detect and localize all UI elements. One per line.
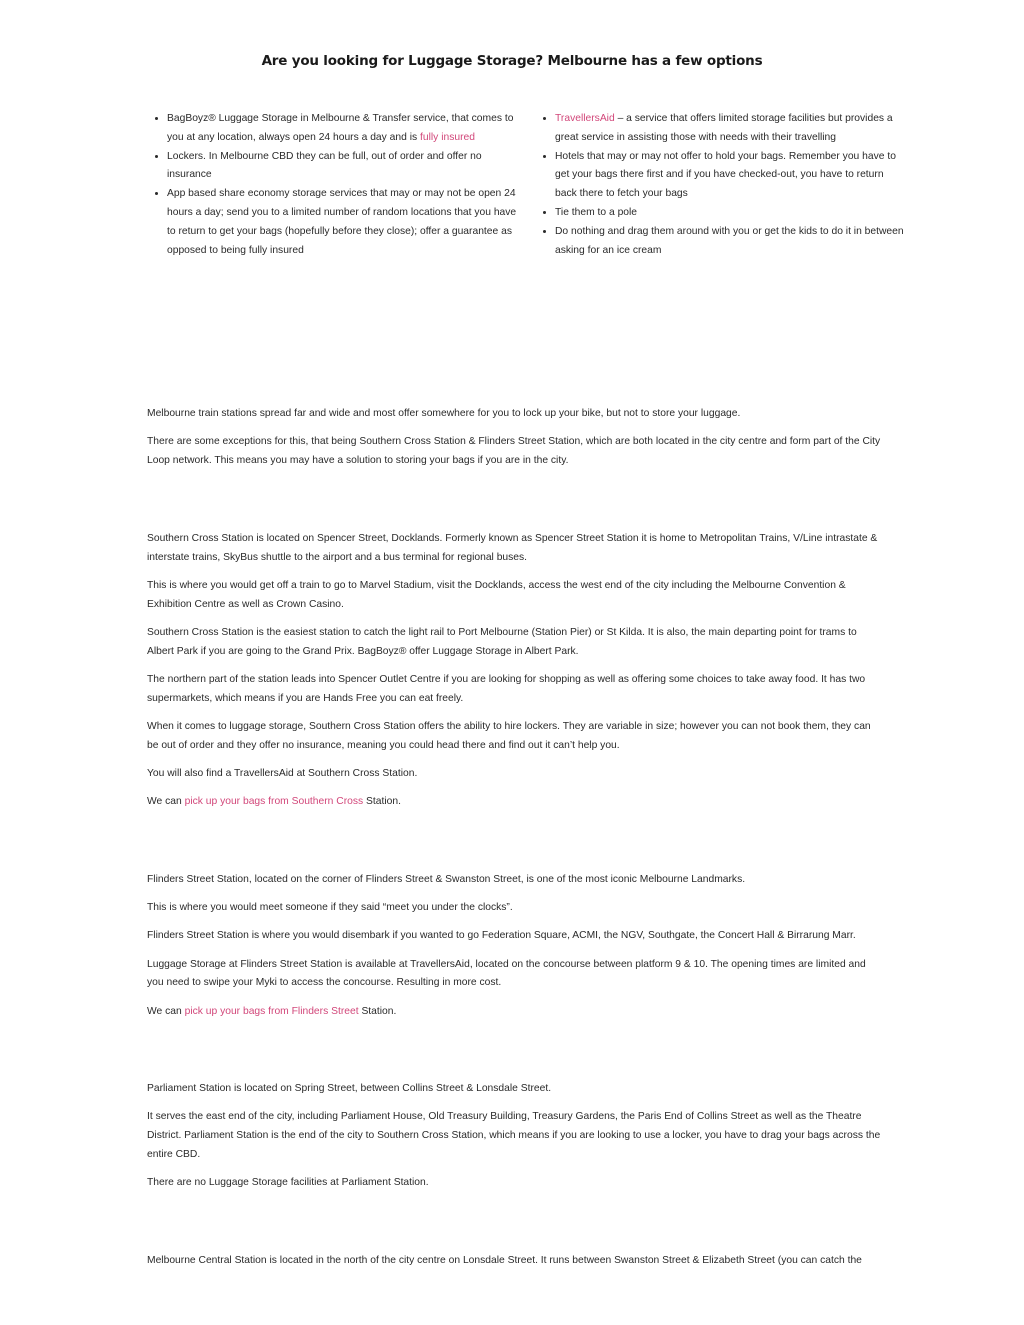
paragraph: The northern part of the station leads into Spencer Outlet Centre if you are looking for shopping as well as offering some choices to take away food. It has two supermarkets, which means if you are Hands Free you can eat freely. xyxy=(147,673,866,704)
list-item-text: BagBoyz® Luggage Storage in Melbourne & Transfer service, that comes to you at any location, always open 24 hours a day and is xyxy=(167,113,514,143)
parliament-section xyxy=(147,1080,882,1202)
cta-text: We can xyxy=(147,1005,185,1017)
paragraph: Southern Cross Station is the easiest station to catch the light rail to Port Melbourne (Station Pier) or St Kilda. It is also, the main departing point for trams to Albert Park if you are going to the Grand Prix. BagBoyz® offer Luggage Storage in Albert Park. xyxy=(147,626,857,657)
list-item-text: Hotels that may or may not offer to hold your bags. Remember you have to get your bags there first and if you have checked-out, you have to return back there to fetch your bags xyxy=(555,150,896,200)
paragraph: Southern Cross Station is located on Spencer Street, Docklands. Formerly known as Spencer Street Station it is home to Metropolitan Trains, V/Line intrastate & interstate trains, SkyBus shuttle to the airport and a bus terminal for regional buses. xyxy=(147,533,878,563)
list-item xyxy=(555,204,907,223)
list-item-text: App based share economy storage services that may or may not be open 24 hours a day; send you to a limited number of random locations that you have to return to get your bags (hopefully before they close); offer a guarantee as opposed to being fully insured xyxy=(167,188,517,256)
flinders-street-pickup-link[interactable]: pick up your bags from Flinders Street xyxy=(184,1005,359,1017)
paragraph: This is where you would get off a train to go to Marvel Stadium, visit the Docklands, access the west end of the city including the Melbourne Convention & Exhibition Centre as well as Crown Casino. xyxy=(147,579,846,610)
list-item-text: – a service that offers limited storage facilities but provides a great service in assisting those with needs with their travelling xyxy=(555,113,893,143)
list-item xyxy=(167,185,522,260)
list-item xyxy=(555,110,907,148)
list-item xyxy=(167,148,522,186)
cta-text: Station. xyxy=(358,1005,397,1017)
paragraph: There are no Luggage Storage facilities at Parliament Station. xyxy=(147,1176,429,1188)
intro-section xyxy=(147,405,882,480)
paragraph: Luggage Storage at Flinders Street Station is available at TravellersAid, located on the concourse between platform 9 & 10. The opening times are limited and you need to swipe your Myki to access the concourse. Resulting in more cost. xyxy=(147,958,866,989)
paragraph: Flinders Street Station, located on the corner of Flinders Street & Swanston Street, is one of the most iconic Melbourne Landmarks. xyxy=(147,874,746,885)
travellersaid-link[interactable]: TravellersAid xyxy=(555,113,615,124)
flinders-street-section xyxy=(147,871,882,1031)
cta-text: We can xyxy=(147,796,185,808)
list-item xyxy=(555,223,907,261)
paragraph: There are some exceptions for this, that being Southern Cross Station & Flinders Street Station, which are both located in the city centre and form part of the City Loop network. This means you may have a solution to storing your bags if you are in the city. xyxy=(147,436,881,466)
paragraph: Melbourne train stations spread far and wide and most offer somewhere for you to lock up your bike, but not to store your luggage. xyxy=(147,408,741,419)
options-list-left xyxy=(147,110,522,260)
paragraph: This is where you would meet someone if they said “meet you under the clocks”. xyxy=(147,902,513,914)
cta-paragraph xyxy=(147,1003,882,1022)
southern-cross-pickup-link[interactable]: pick up your bags from Southern Cross xyxy=(184,796,364,808)
southern-cross-section xyxy=(147,530,882,821)
cta-paragraph xyxy=(147,793,882,812)
list-item-text: Lockers. In Melbourne CBD they can be full, out of order and offer no insurance xyxy=(167,150,482,181)
list-item xyxy=(555,148,907,204)
paragraph: When it comes to luggage storage, Southern Cross Station offers the ability to hire lockers. They are variable in size; however you can not book them, they can be out of order and they offer no insurance, meaning you could head there and find out it can’t help you. xyxy=(147,720,871,751)
paragraph: Melbourne Central Station is located in the north of the city centre on Lonsdale Street. It runs between Swanston Street & Elizabeth Street (you can catch the xyxy=(147,1255,862,1266)
options-list-right xyxy=(535,110,907,260)
paragraph: You will also find a TravellersAid at Southern Cross Station. xyxy=(147,767,418,779)
melbourne-central-section xyxy=(147,1252,882,1280)
paragraph: Flinders Street Station is where you would disembark if you wanted to go Federation Square, ACMI, the NGV, Southgate, the Concert Hall & Birrarung Marr. xyxy=(147,930,856,942)
list-item xyxy=(167,110,522,148)
page-title: Are you looking for Luggage Storage? Melbourne has a few options xyxy=(261,53,763,70)
cta-text: Station. xyxy=(363,796,401,808)
list-item-text: Do nothing and drag them around with you or get the kids to do it in between asking for an ice cream xyxy=(555,225,904,256)
list-item-text: Tie them to a pole xyxy=(555,206,638,218)
paragraph: It serves the east end of the city, including Parliament House, Old Treasury Building, Treasury Gardens, the Paris End of Collins Street as well as the Theatre District. Parliament Station is the end of the city to Southern Cross Station, which means if you are looking to use a locker, you have to drag your bags across the entire CBD. xyxy=(147,1111,881,1160)
fully-insured-link[interactable]: fully insured xyxy=(420,131,475,143)
paragraph: Parliament Station is located on Spring Street, between Collins Street & Lonsdale Street. xyxy=(147,1083,552,1094)
